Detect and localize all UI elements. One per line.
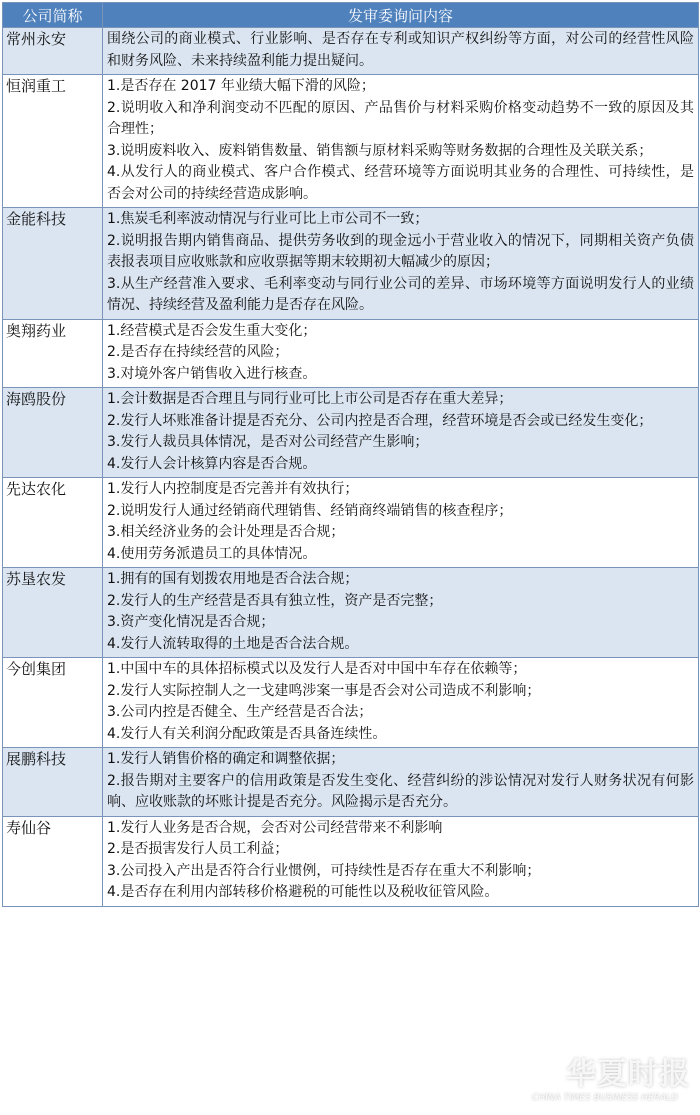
table-row (3, 658, 699, 748)
inquiry-content-cell (103, 28, 699, 75)
inquiry-item: 1.是否存在 2017 年业绩大幅下滑的风险； (107, 78, 375, 94)
inquiry-item: 3.公司投入产出是否符合行业惯例，可持续性是否存在重大不利影响； (107, 862, 541, 879)
inquiry-item: 2.发行人的生产经营是否具有独立性，资产是否完整； (107, 592, 443, 609)
inquiry-content-cell (103, 568, 699, 658)
header-content: 发审委询问内容 (103, 3, 699, 28)
company-name-cell: 恒润重工 (3, 75, 103, 208)
table-row (3, 75, 699, 208)
inquiry-content-cell (103, 319, 699, 388)
inquiry-content-cell (103, 816, 699, 906)
company-name-cell: 今创集团 (3, 658, 103, 748)
company-name-cell: 金能科技 (3, 208, 103, 320)
company-name-cell: 苏垦农发 (3, 568, 103, 658)
ipo-review-table (2, 2, 699, 907)
inquiry-item: 3.资产变化情况是否合规； (107, 614, 275, 630)
inquiry-item: 1.发行人内控制度是否完善并有效执行； (107, 481, 359, 497)
inquiry-item: 1.中国中车的具体招标模式以及发行人是否对中国中车存在依赖等； (107, 661, 527, 677)
table-row (3, 28, 699, 75)
inquiry-item: 4.发行人流转取得的土地是否合法合规。 (107, 635, 359, 652)
table-row (3, 319, 699, 388)
inquiry-item: 2.说明报告期内销售商品、提供劳务收到的现金远小于营业收入的情况下，同期相关资产负债表报表项目应收账款和应收票据等期末较期初大幅减少的原因； (107, 232, 694, 270)
header-company: 公司简称 (3, 3, 103, 28)
inquiry-item: 1.会计数据是否合理且与同行业可比上市公司是否存在重大差异； (107, 391, 513, 407)
company-name-cell: 寿仙谷 (3, 816, 103, 906)
inquiry-item: 4.发行人有关利润分配政策是否具备连续性。 (107, 725, 387, 742)
inquiry-content-cell (103, 75, 699, 208)
table-header-row (3, 3, 699, 28)
inquiry-content-cell (103, 478, 699, 568)
inquiry-item: 3.相关经济业务的会计处理是否合规； (107, 524, 345, 540)
inquiry-item: 2.报告期对主要客户的信用政策是否发生变化、经营纠纷的涉讼情况对发行人财务状况有何影响、应收账款的坏账计提是否充分。风险揭示是否充分。 (107, 772, 694, 810)
inquiry-item: 4.从发行人的商业模式、客户合作模式、经营环境等方面说明其业务的合理性、可持续性，是否会对公司的持续经营造成影响。 (107, 164, 694, 202)
table-row (3, 748, 699, 817)
inquiry-item: 1.发行人业务是否合规，会否对公司经营带来不利影响 (107, 819, 443, 836)
inquiry-content-cell (103, 208, 699, 320)
company-name-cell: 海鸥股份 (3, 388, 103, 478)
inquiry-content-cell (103, 748, 699, 817)
inquiry-item: 1.经营模式是否会发生重大变化； (107, 322, 317, 339)
table-row (3, 208, 699, 320)
inquiry-item: 2.说明发行人通过经销商代理销售、经销商终端销售的核查程序； (107, 502, 513, 519)
company-name-cell: 常州永安 (3, 28, 103, 75)
watermark-subtitle: CHINA TIMES BUSINESS HERALD (532, 1093, 678, 1103)
company-name-cell: 展鹏科技 (3, 748, 103, 817)
company-name-cell: 先达农化 (3, 478, 103, 568)
inquiry-item: 3.公司内控是否健全、生产经营是否合法； (107, 704, 373, 720)
inquiry-item: 4.使用劳务派遣员工的具体情况。 (107, 545, 317, 562)
inquiry-item: 2.是否存在持续经营的风险； (107, 344, 289, 360)
watermark-logo: 华夏时报 (566, 1057, 690, 1092)
inquiry-item: 4.是否存在利用内部转移价格避税的可能性以及税收征管风险。 (107, 884, 499, 900)
inquiry-item: 2.发行人坏账准备计提是否充分、公司内控是否合理，经营环境是否会或已经发生变化； (107, 412, 653, 429)
inquiry-content-cell (103, 658, 699, 748)
table-row (3, 568, 699, 658)
inquiry-item: 3.对境外客户销售收入进行核查。 (107, 365, 317, 382)
inquiry-item: 3.从生产经营准入要求、毛利率变动与同行业公司的差异、市场环境等方面说明发行人的业绩情况、持续经营及盈利能力是否存在风险。 (107, 275, 694, 313)
inquiry-content-cell (103, 388, 699, 478)
inquiry-item: 1.拥有的国有划拨农用地是否合法合规； (107, 571, 359, 587)
inquiry-item: 2.发行人实际控制人之一戈建鸣涉案一事是否会对公司造成不利影响； (107, 682, 541, 699)
inquiry-item: 3.说明废料收入、废料销售数量、销售额与原材料采购等财务数据的合理性及关联关系； (107, 142, 653, 159)
inquiry-item: 1.焦炭毛利率波动情况与行业可比上市公司不一致； (107, 211, 429, 227)
inquiry-item: 1.发行人销售价格的确定和调整依据； (107, 751, 345, 767)
inquiry-item: 2.说明收入和净利润变动不匹配的原因、产品售价与材料采购价格变动趋势不一致的原因及其合理性； (107, 99, 694, 137)
table-row (3, 388, 699, 478)
table-body (3, 28, 699, 907)
inquiry-item: 4.发行人会计核算内容是否合规。 (107, 455, 317, 472)
inquiry-item: 2.是否损害发行人员工利益； (107, 841, 289, 857)
table-row (3, 816, 699, 906)
company-name-cell: 奥翔药业 (3, 319, 103, 388)
inquiry-item: 3.发行人裁员具体情况，是否对公司经营产生影响； (107, 434, 429, 450)
inquiry-item: 围绕公司的商业模式、行业影响、是否存在专利或知识产权纠纷等方面，对公司的经营性风险和财务风险、未来持续盈利能力提出疑问。 (107, 31, 694, 69)
table-row (3, 478, 699, 568)
